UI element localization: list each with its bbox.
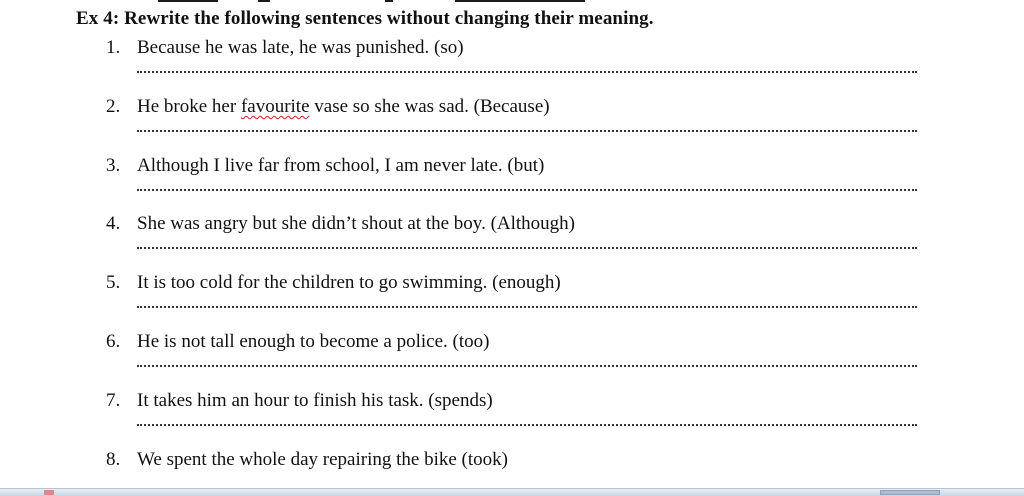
exercise-item-3	[106, 155, 926, 215]
exercise-item-7	[106, 390, 926, 450]
answer-line[interactable]	[137, 71, 917, 73]
status-bar-tab[interactable]	[880, 490, 940, 495]
answer-line[interactable]	[137, 365, 917, 367]
answer-line[interactable]	[137, 247, 917, 249]
item-sentence: She was angry but she didn’t shout at the boy. (Although)	[137, 213, 576, 234]
item-sentence: Because he was late, he was punished. (so)	[137, 37, 464, 58]
item-number: 4.	[106, 213, 121, 234]
answer-line[interactable]	[137, 130, 917, 132]
item-sentence	[137, 96, 550, 118]
item-number: 5.	[106, 272, 121, 293]
item-number: 3.	[106, 155, 121, 176]
exercise-item-1	[106, 37, 926, 97]
item-number: 2.	[106, 96, 121, 117]
answer-line[interactable]	[137, 306, 917, 308]
exercise-item-6	[106, 331, 926, 391]
item-sentence: We spent the whole day repairing the bike (took)	[137, 449, 508, 470]
item-sentence: Although I live far from school, I am never late. (but)	[137, 155, 545, 176]
item-number: 1.	[106, 37, 121, 58]
item-number: 6.	[106, 331, 121, 352]
sentence-part: vase so she was sad. (Because)	[309, 96, 550, 117]
exercise-item-5	[106, 272, 926, 332]
spellcheck-flagged-word[interactable]: favourite	[240, 96, 310, 117]
exercise-heading: Ex 4: Rewrite the following sentences without changing their meaning.	[76, 8, 654, 29]
sentence-part: He broke her	[137, 96, 241, 117]
item-number: 7.	[106, 390, 121, 411]
cropped-previous-line	[0, 0, 1024, 4]
item-sentence: It takes him an hour to finish his task. (spends)	[137, 390, 493, 411]
item-number: 8.	[106, 449, 121, 470]
answer-line[interactable]	[137, 424, 917, 426]
exercise-item-8	[106, 449, 926, 485]
exercise-item-2	[106, 96, 926, 156]
status-bar-icon[interactable]	[44, 490, 54, 495]
status-bar	[0, 488, 1024, 496]
exercise-item-4	[106, 213, 926, 273]
answer-line[interactable]	[137, 189, 917, 191]
item-sentence: It is too cold for the children to go swimming. (enough)	[137, 272, 561, 293]
item-sentence: He is not tall enough to become a police. (too)	[137, 331, 490, 352]
